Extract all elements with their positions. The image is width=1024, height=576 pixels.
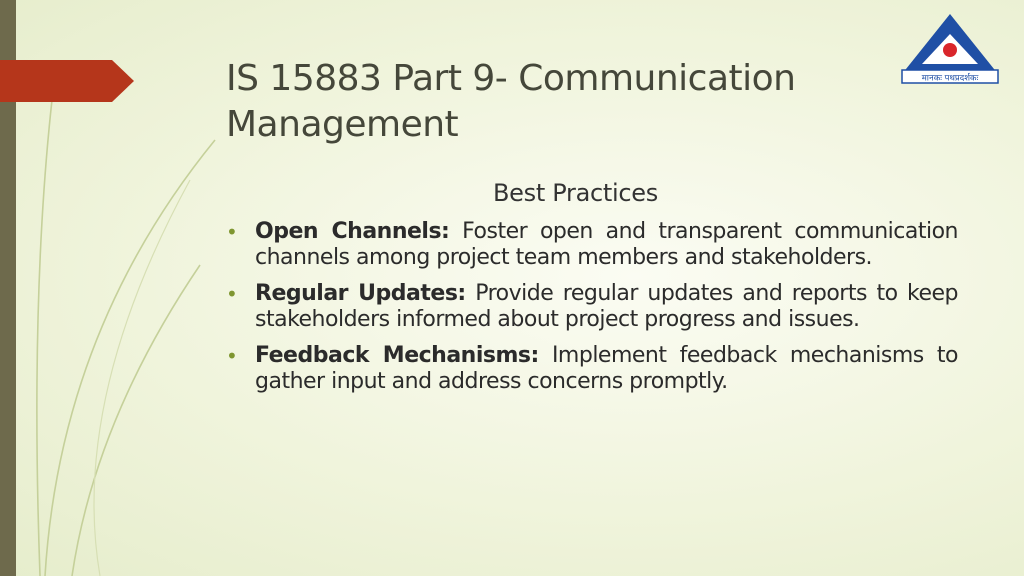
bullet-text: Implement feedback mechanisms to gather input and address concerns promptly. bbox=[255, 343, 958, 394]
section-subtitle: Best Practices bbox=[493, 179, 658, 207]
title-accent-arrow bbox=[0, 60, 135, 102]
bullet-term: Regular Updates: bbox=[255, 281, 466, 306]
bullet-term: Open Channels: bbox=[255, 219, 450, 244]
slide-title: IS 15883 Part 9- Communication Management bbox=[226, 58, 796, 145]
bullet-list bbox=[226, 219, 958, 405]
bullet-dot-icon: • bbox=[226, 344, 238, 368]
bullet-item-feedback-mechanisms bbox=[226, 343, 958, 395]
bullet-text: Foster open and transparent communication channels among project team members and stakeholders. bbox=[255, 219, 958, 270]
bis-logo-icon bbox=[900, 12, 1004, 84]
bullet-text: Provide regular updates and reports to keep stakeholders informed about project progress and issues. bbox=[255, 281, 959, 332]
logo-tagline: मानकः पथप्रदर्शकः bbox=[921, 73, 979, 84]
bullet-dot-icon: • bbox=[226, 282, 238, 306]
bullet-term: Feedback Mechanisms: bbox=[255, 343, 539, 368]
bullet-dot-icon: • bbox=[226, 220, 238, 244]
bullet-item-regular-updates bbox=[226, 281, 958, 333]
bullet-item-open-channels bbox=[226, 219, 958, 271]
